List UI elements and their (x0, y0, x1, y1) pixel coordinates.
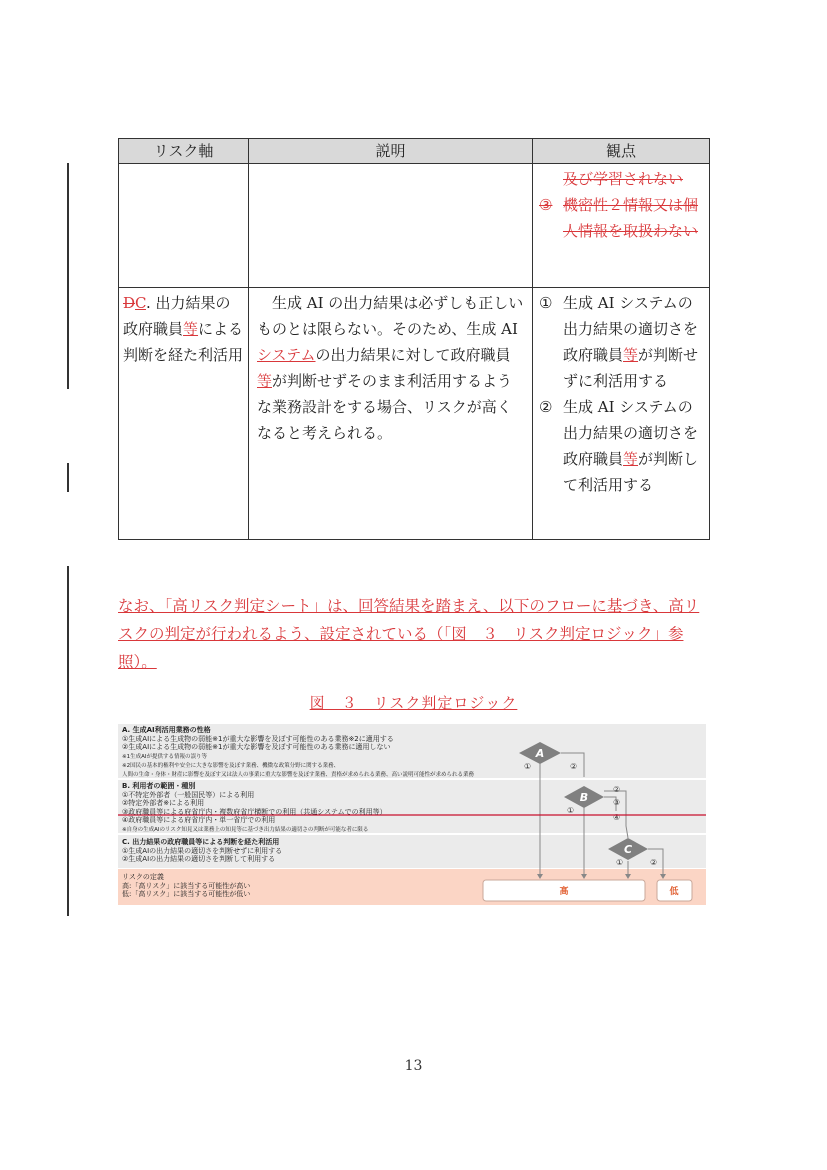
branch-label: ② (650, 858, 658, 867)
item-number: ① (539, 294, 553, 312)
branch-label: ① (524, 762, 532, 771)
risk-axis-cell (119, 288, 249, 540)
list-item (539, 290, 703, 394)
risk-definition-high: 高:「高リスク」に該当する可能性が高い (122, 881, 251, 890)
description-cell (249, 288, 533, 540)
inserted-text: 等 (183, 320, 199, 338)
description-text: が判断せずそのまま利活用するような業務設計をする場合、リスクが高くなると考えられる。 (257, 372, 513, 442)
risk-definition-title: リスクの定義 (122, 873, 164, 881)
table-cell (119, 164, 249, 288)
section-c-title: C. 出力結果の政府職員等による判断を経た利活用 (122, 838, 280, 846)
section-a-option: ②生成AIによる生成物の弱能※1が重大な影響を及ぼす可能性のある業務に適用しない (122, 743, 391, 751)
item-number: ③ (539, 196, 553, 214)
table-row (119, 288, 710, 540)
inserted-text: 等 (623, 346, 639, 364)
section-a-note: ※2国民の基本的権利や安全に大きな影響を及ぼす業務、機微な政策分野に関する業務、 (122, 762, 340, 769)
list-item (539, 192, 703, 244)
inserted-text: 等 (257, 372, 273, 390)
branch-label: ① (567, 806, 575, 815)
section-b-option: ②特定外部者※による利用 (122, 799, 205, 807)
list-item (539, 166, 703, 192)
header-description: 説明 (249, 139, 533, 164)
branch-label: ② (570, 762, 578, 771)
diamond-b-label: B (579, 791, 589, 804)
deleted-text: 機密性２情報又は個人情報を取扱わない (563, 196, 699, 240)
diamond-c-label: C (623, 843, 633, 856)
item-number: ② (539, 398, 553, 416)
description-text: 生成 AI の出力結果は必ずしも正しいものとは限らない。そのため、生成 AI (257, 294, 524, 338)
section-c-text (122, 838, 282, 864)
branch-label: ④ (613, 813, 621, 822)
table-cell (249, 164, 533, 288)
inserted-text: 等 (623, 450, 639, 468)
branch-label: ② (613, 785, 621, 794)
table-cell (533, 164, 710, 288)
viewpoint-text: が判断せずに利活用する (563, 346, 699, 390)
risk-definition-low: 低:「高リスク」に該当する可能性が低い (122, 890, 251, 898)
section-a-title: A. 生成AI利活用業務の性格 (122, 726, 211, 734)
change-bar (67, 163, 69, 389)
page-number: 13 (404, 1058, 423, 1074)
header-risk-axis: リスク軸 (119, 139, 249, 164)
change-bar (67, 463, 69, 492)
deleted-text: D (123, 294, 136, 312)
viewpoint-text: 生成 AI システムの出力結果の適切さを政府職員 (563, 398, 699, 468)
inserted-note-paragraph: なお、「高リスク判定シート」は、回答結果を踏まえ、以下のフローに基づき、高リスクの判定が行われるよう、設定されている（「図 ３ リスク判定ロジック」参照）。 (118, 597, 700, 671)
high-risk-label: 高 (559, 887, 569, 897)
branch-label: ③ (613, 798, 621, 807)
axis-text: による判断を経た利活用 (123, 320, 244, 364)
section-a-text (122, 726, 474, 779)
section-b-title: B. 利用者の範囲・種別 (122, 782, 196, 790)
section-c-option: ②生成AIの出力結果の適切さを判断して利用する (122, 855, 276, 863)
section-b-note: ※自身の生成AIのリスク知見又は業務上の知見等に基づき出力結果の適切さの判断が可能な者に限る (122, 826, 369, 833)
table-row (119, 164, 710, 288)
inserted-text: C (135, 294, 146, 312)
item-number (539, 166, 563, 192)
diamond-a-label: A (535, 747, 545, 760)
section-b-option: ①不特定外部者（一般国民等）による利用 (122, 790, 255, 799)
section-a-note: ※1生成AIが提供する情報の誤り等 (122, 753, 207, 760)
axis-text: . 出力結果の政府職員 (123, 294, 231, 338)
viewpoint-text: 生成 AI システムの出力結果の適切さを政府職員 (563, 294, 699, 364)
figure-caption: 図 ３ リスク判定ロジック (309, 694, 518, 712)
viewpoint-text: が判断して利活用する (563, 450, 699, 494)
section-a-note: 人間の生命・身体・財産に影響を及ぼす又は法人の事業に重大な影響を及ぼす業務、責格が求められる業務、高い説明可能性が求められる業務 (122, 771, 475, 778)
risk-axis-table (118, 138, 710, 540)
risk-definition-text (122, 873, 250, 899)
section-a-option: ①生成AIによる生成物の弱能※1が重大な影響を及ぼす可能性のある業務※2に適用する (122, 734, 394, 743)
list-item (539, 394, 703, 498)
section-c-option: ①生成AIの出力結果の適切さを判断せずに利用する (122, 846, 283, 855)
risk-judgment-flow-diagram (118, 724, 706, 905)
section-b-text (122, 782, 387, 834)
table-header-row (119, 139, 710, 164)
change-bar (67, 566, 69, 916)
deleted-text: 及び学習されない (563, 170, 684, 188)
branch-label: ① (616, 858, 624, 867)
viewpoint-cell (533, 288, 710, 540)
description-text: の出力結果に対して政府職員 (315, 346, 511, 364)
low-risk-label: 低 (669, 887, 679, 897)
section-b-option: ③政府職員等による府省庁内・複数府省庁横断での利用（共通システムでの利用等） (122, 807, 387, 816)
header-viewpoint: 観点 (533, 139, 710, 164)
section-b-option: ④政府職員等による府省庁内・単一省庁での利用 (122, 816, 276, 824)
inserted-text: システム (257, 346, 316, 364)
